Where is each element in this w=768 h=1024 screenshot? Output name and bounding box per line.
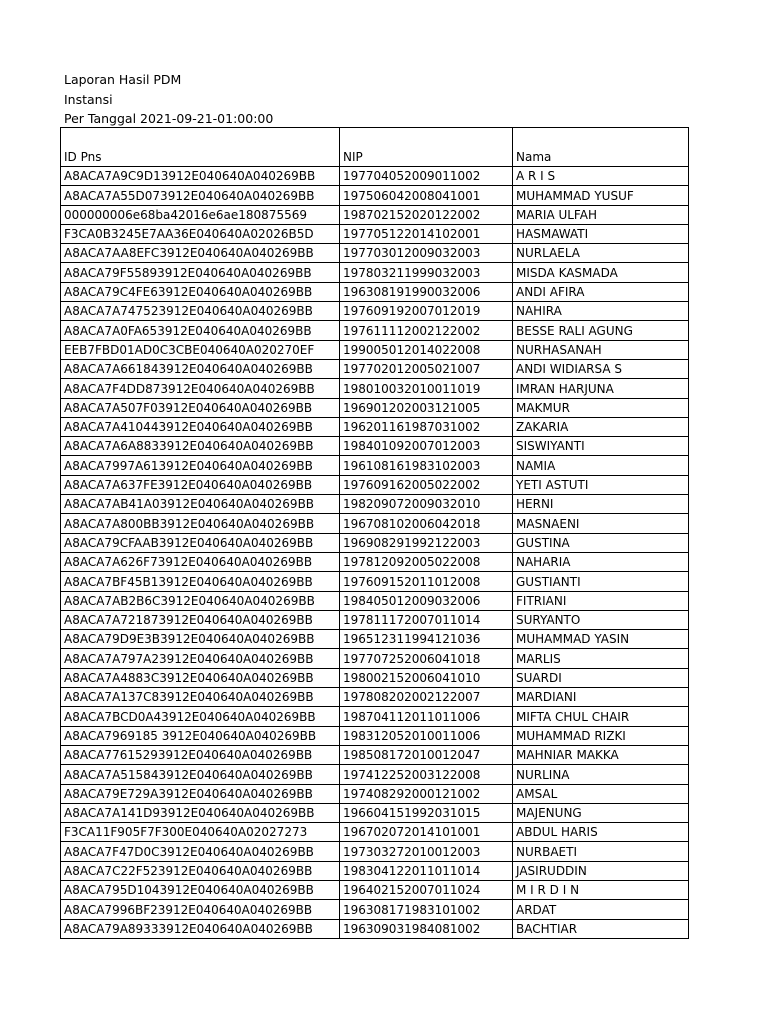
cell-id-pns: 000000006e68ba42016e6ae180875569 — [61, 205, 340, 224]
cell-nama: NAHARIA — [513, 552, 689, 571]
cell-nip: 197703012009032003 — [340, 244, 513, 263]
cell-id-pns: A8ACA7BF45B13912E040640A040269BB — [61, 572, 340, 591]
cell-nama: MUHAMMAD YUSUF — [513, 186, 689, 205]
cell-nama: MUHAMMAD RIZKI — [513, 726, 689, 745]
cell-nip: 196604151992031015 — [340, 803, 513, 822]
cell-nip: 199005012014022008 — [340, 340, 513, 359]
cell-nama: SISWIYANTI — [513, 437, 689, 456]
report-instansi: Instansi — [64, 91, 113, 107]
table-row — [61, 398, 689, 417]
cell-id-pns: A8ACA7A141D93912E040640A040269BB — [61, 803, 340, 822]
cell-nip: 197707252006041018 — [340, 649, 513, 668]
table-row — [61, 379, 689, 398]
table-row — [61, 359, 689, 378]
cell-nip: 197803211999032003 — [340, 263, 513, 282]
cell-nip: 197408292000121002 — [340, 784, 513, 803]
cell-id-pns: A8ACA7969185 3912E040640A040269BB — [61, 726, 340, 745]
pns-table — [60, 127, 689, 939]
cell-nip: 196308191990032006 — [340, 282, 513, 301]
cell-nip: 197702012005021007 — [340, 359, 513, 378]
report-date: Per Tanggal 2021-09-21-01:00:00 — [64, 111, 274, 126]
table-row — [61, 803, 689, 822]
cell-nip: 198209072009032010 — [340, 495, 513, 514]
table-row — [61, 186, 689, 205]
table-row — [61, 707, 689, 726]
cell-id-pns: A8ACA7A661843912E040640A040269BB — [61, 359, 340, 378]
table-row — [61, 282, 689, 301]
report-title: Laporan Hasil PDM — [64, 72, 182, 87]
cell-nama: ANDI WIDIARSA S — [513, 359, 689, 378]
cell-id-pns: A8ACA7A747523912E040640A040269BB — [61, 302, 340, 321]
table-row — [61, 205, 689, 224]
table-row — [61, 842, 689, 861]
cell-nip: 197609162005022002 — [340, 475, 513, 494]
cell-id-pns: A8ACA7A410443912E040640A040269BB — [61, 417, 340, 436]
table-row — [61, 302, 689, 321]
table-row — [61, 765, 689, 784]
cell-nip: 196708102006042018 — [340, 514, 513, 533]
cell-nama: MASNAENI — [513, 514, 689, 533]
cell-id-pns: A8ACA79E729A3912E040640A040269BB — [61, 784, 340, 803]
cell-id-pns: A8ACA7AB2B6C3912E040640A040269BB — [61, 591, 340, 610]
cell-nama: M I R D I N — [513, 880, 689, 899]
cell-nama: ABDUL HARIS — [513, 823, 689, 842]
cell-nama: NURBAETI — [513, 842, 689, 861]
cell-nama: NURLAELA — [513, 244, 689, 263]
table-row — [61, 745, 689, 764]
cell-nama: ANDI AFIRA — [513, 282, 689, 301]
cell-id-pns: A8ACA7A137C83912E040640A040269BB — [61, 688, 340, 707]
cell-id-pns: A8ACA7F47D0C3912E040640A040269BB — [61, 842, 340, 861]
cell-nama: GUSTINA — [513, 533, 689, 552]
cell-nip: 198704112011011006 — [340, 707, 513, 726]
cell-nip: 197704052009011002 — [340, 167, 513, 186]
table-row — [61, 726, 689, 745]
cell-nama: HERNI — [513, 495, 689, 514]
cell-id-pns: A8ACA7996BF23912E040640A040269BB — [61, 900, 340, 919]
column-header-nip: NIP — [340, 128, 513, 167]
cell-nama: MUHAMMAD YASIN — [513, 630, 689, 649]
cell-id-pns: A8ACA7A626F73912E040640A040269BB — [61, 552, 340, 571]
cell-nip: 197609152011012008 — [340, 572, 513, 591]
cell-nip: 198010032010011019 — [340, 379, 513, 398]
cell-nama: SURYANTO — [513, 610, 689, 629]
column-header-id-pns: ID Pns — [61, 128, 340, 167]
cell-nama: MAJENUNG — [513, 803, 689, 822]
table-row — [61, 591, 689, 610]
table-row — [61, 167, 689, 186]
cell-id-pns: A8ACA79C4FE63912E040640A040269BB — [61, 282, 340, 301]
cell-id-pns: A8ACA7A637FE3912E040640A040269BB — [61, 475, 340, 494]
cell-nama: MAHNIAR MAKKA — [513, 745, 689, 764]
cell-id-pns: A8ACA7A797A23912E040640A040269BB — [61, 649, 340, 668]
table-row — [61, 630, 689, 649]
table-row — [61, 321, 689, 340]
cell-id-pns: A8ACA7BCD0A43912E040640A040269BB — [61, 707, 340, 726]
cell-nama: NURHASANAH — [513, 340, 689, 359]
table-row — [61, 900, 689, 919]
cell-nip: 198002152006041010 — [340, 668, 513, 687]
column-header-nama: Nama — [513, 128, 689, 167]
cell-id-pns: A8ACA7A0FA653912E040640A040269BB — [61, 321, 340, 340]
cell-nama: YETI ASTUTI — [513, 475, 689, 494]
cell-id-pns: A8ACA7F4DD873912E040640A040269BB — [61, 379, 340, 398]
cell-id-pns: A8ACA77615293912E040640A040269BB — [61, 745, 340, 764]
cell-nip: 198405012009032006 — [340, 591, 513, 610]
cell-nama: A R I S — [513, 167, 689, 186]
table-row — [61, 417, 689, 436]
cell-id-pns: A8ACA79A89333912E040640A040269BB — [61, 919, 340, 938]
cell-id-pns: A8ACA7A55D073912E040640A040269BB — [61, 186, 340, 205]
cell-nip: 196308171983101002 — [340, 900, 513, 919]
cell-nama: HASMAWATI — [513, 224, 689, 243]
cell-nip: 196402152007011024 — [340, 880, 513, 899]
cell-nip: 196901202003121005 — [340, 398, 513, 417]
table-row — [61, 668, 689, 687]
table-row — [61, 688, 689, 707]
cell-nama: FITRIANI — [513, 591, 689, 610]
cell-nip: 196908291992122003 — [340, 533, 513, 552]
cell-id-pns: A8ACA7C22F523912E040640A040269BB — [61, 861, 340, 880]
cell-nip: 198312052010011006 — [340, 726, 513, 745]
cell-nama: GUSTIANTI — [513, 572, 689, 591]
table-row — [61, 784, 689, 803]
cell-id-pns: A8ACA7A507F03912E040640A040269BB — [61, 398, 340, 417]
cell-nip: 197412252003122008 — [340, 765, 513, 784]
cell-nip: 198508172010012047 — [340, 745, 513, 764]
cell-nip: 196309031984081002 — [340, 919, 513, 938]
cell-nama: NAMIA — [513, 456, 689, 475]
table-row — [61, 919, 689, 938]
cell-nip: 197808202002122007 — [340, 688, 513, 707]
cell-nama: SUARDI — [513, 668, 689, 687]
table-row — [61, 456, 689, 475]
cell-id-pns: F3CA0B3245E7AA36E040640A02026B5D — [61, 224, 340, 243]
table-row — [61, 244, 689, 263]
table-row — [61, 340, 689, 359]
cell-nip: 196512311994121036 — [340, 630, 513, 649]
cell-nip: 197811172007011014 — [340, 610, 513, 629]
table-row — [61, 263, 689, 282]
cell-id-pns: A8ACA79F55893912E040640A040269BB — [61, 263, 340, 282]
cell-nama: NAHIRA — [513, 302, 689, 321]
table-row — [61, 823, 689, 842]
table-row — [61, 861, 689, 880]
cell-id-pns: A8ACA7A4883C3912E040640A040269BB — [61, 668, 340, 687]
cell-nama: MARIA ULFAH — [513, 205, 689, 224]
cell-nip: 197506042008041001 — [340, 186, 513, 205]
cell-nama: NURLINA — [513, 765, 689, 784]
cell-nip: 197303272010012003 — [340, 842, 513, 861]
cell-id-pns: A8ACA7A800BB3912E040640A040269BB — [61, 514, 340, 533]
cell-nama: MIFTA CHUL CHAIR — [513, 707, 689, 726]
table-row — [61, 514, 689, 533]
table-row — [61, 610, 689, 629]
cell-id-pns: A8ACA7A721873912E040640A040269BB — [61, 610, 340, 629]
table-row — [61, 495, 689, 514]
cell-nip: 196201161987031002 — [340, 417, 513, 436]
cell-nama: JASIRUDDIN — [513, 861, 689, 880]
cell-id-pns: A8ACA7A9C9D13912E040640A040269BB — [61, 167, 340, 186]
table-row — [61, 437, 689, 456]
cell-nama: MAKMUR — [513, 398, 689, 417]
table-row — [61, 475, 689, 494]
table-row — [61, 533, 689, 552]
table-header-row — [61, 128, 689, 167]
report-header — [64, 70, 273, 129]
table-row — [61, 224, 689, 243]
cell-nip: 196702072014101001 — [340, 823, 513, 842]
cell-nama: BESSE RALI AGUNG — [513, 321, 689, 340]
cell-id-pns: A8ACA7A515843912E040640A040269BB — [61, 765, 340, 784]
table-body — [61, 167, 689, 939]
table-row — [61, 572, 689, 591]
cell-nama: MARLIS — [513, 649, 689, 668]
cell-nip: 198401092007012003 — [340, 437, 513, 456]
cell-nama: BACHTIAR — [513, 919, 689, 938]
cell-id-pns: A8ACA795D1043912E040640A040269BB — [61, 880, 340, 899]
cell-nama: MARDIANI — [513, 688, 689, 707]
cell-id-pns: F3CA11F905F7F300E040640A02027273 — [61, 823, 340, 842]
cell-nama: ZAKARIA — [513, 417, 689, 436]
cell-id-pns: EEB7FBD01AD0C3CBE040640A020270EF — [61, 340, 340, 359]
cell-nama: MISDA KASMADA — [513, 263, 689, 282]
cell-nip: 196108161983102003 — [340, 456, 513, 475]
cell-id-pns: A8ACA7AB41A03912E040640A040269BB — [61, 495, 340, 514]
cell-nip: 197609192007012019 — [340, 302, 513, 321]
cell-id-pns: A8ACA7A6A8833912E040640A040269BB — [61, 437, 340, 456]
table-row — [61, 552, 689, 571]
cell-nip: 197705122014102001 — [340, 224, 513, 243]
cell-nama: IMRAN HARJUNA — [513, 379, 689, 398]
cell-id-pns: A8ACA7AA8EFC3912E040640A040269BB — [61, 244, 340, 263]
table-row — [61, 649, 689, 668]
cell-nama: AMSAL — [513, 784, 689, 803]
cell-nama: ARDAT — [513, 900, 689, 919]
table-row — [61, 880, 689, 899]
cell-nip: 197812092005022008 — [340, 552, 513, 571]
cell-id-pns: A8ACA79CFAAB3912E040640A040269BB — [61, 533, 340, 552]
cell-nip: 197611112002122002 — [340, 321, 513, 340]
cell-id-pns: A8ACA7997A613912E040640A040269BB — [61, 456, 340, 475]
cell-nip: 198702152020122002 — [340, 205, 513, 224]
cell-id-pns: A8ACA79D9E3B3912E040640A040269BB — [61, 630, 340, 649]
cell-nip: 198304122011011014 — [340, 861, 513, 880]
